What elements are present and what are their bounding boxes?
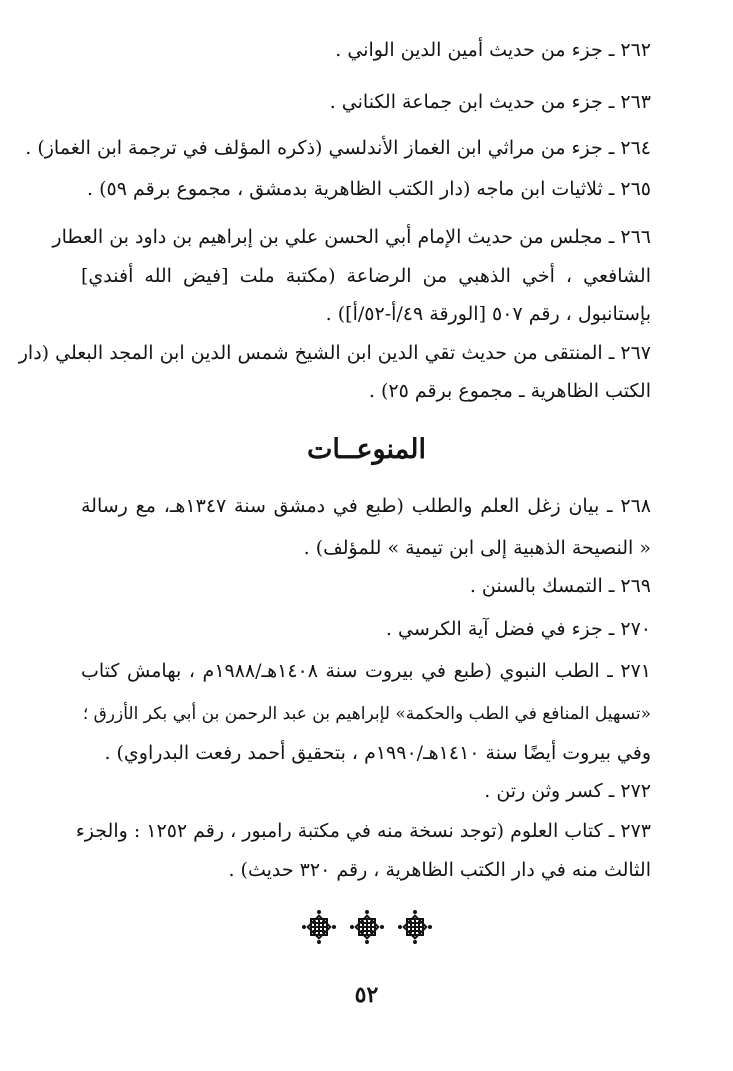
list-item-continuation: الثالث منه في دار الكتب الظاهرية ، رقم ٣٢٠ حديث) . <box>228 859 651 881</box>
list-item: ٢٧٠ ـ جزء في فضل آية الكرسي . <box>385 618 651 640</box>
list-item: ٢٦٩ ـ التمسك بالسنن . <box>469 575 651 597</box>
list-item-continuation: «تسهيل المنافع في الطب والحكمة» لإبراهيم بن عبد الرحمن بن أبي بكر الأزرق ؛ <box>82 704 651 724</box>
list-item-continuation: وفي بيروت أيضًا سنة ١٤١٠هـ/١٩٩٠م ، بتحقيق أحمد رفعت البدراوي) . <box>104 742 651 764</box>
list-item: ٢٦٦ ـ مجلس من حديث الإمام أبي الحسن علي بن إبراهيم بن داود بن العطار <box>52 226 651 248</box>
list-item: ٢٦٧ ـ المنتقى من حديث تقي الدين ابن الشيخ شمس الدين ابن المجد البعلي (دار <box>18 342 651 364</box>
section-heading: المنوعــات <box>306 434 426 465</box>
list-item-continuation: الكتب الظاهرية ـ مجموع برقم ٢٥) . <box>368 380 651 402</box>
list-item-continuation: بإستانبول ، رقم ٥٠٧ [الورقة ٤٩/أ-٥٢/أ]) . <box>325 303 651 325</box>
list-item-continuation: الشافعي ، أخي الذهبي من الرضاعة (مكتبة ملت [فيض الله أفندي] <box>81 265 651 287</box>
list-item: ٢٧٣ ـ كتاب العلوم (توجد نسخة منه في مكتبة رامبور ، رقم ١٢٥٢ : والجزء <box>75 820 651 842</box>
list-item: ٢٧١ ـ الطب النبوي (طبع في بيروت سنة ١٤٠٨هـ/١٩٨٨م ، بهامش كتاب <box>81 660 651 682</box>
list-item-continuation: « النصيحة الذهبية إلى ابن تيمية » للمؤلف) . <box>303 537 651 559</box>
ornament-row <box>0 910 733 944</box>
ornament-icon <box>302 910 336 944</box>
list-item: ٢٦٣ ـ جزء من حديث ابن جماعة الكناني . <box>329 91 651 113</box>
page-number: ٥٢ <box>354 982 379 1008</box>
list-item: ٢٦٥ ـ ثلاثيات ابن ماجه (دار الكتب الظاهرية بدمشق ، مجموع برقم ٥٩) . <box>87 178 651 200</box>
ornament-icon <box>398 910 432 944</box>
list-item: ٢٧٢ ـ كسر وثن رتن . <box>484 780 651 802</box>
list-item: ٢٦٤ ـ جزء من مراثي ابن الغماز الأندلسي (ذكره المؤلف في ترجمة ابن الغماز) . <box>25 137 651 159</box>
list-item: ٢٦٨ ـ بيان زغل العلم والطلب (طبع في دمشق سنة ١٣٤٧هـ، مع رسالة <box>81 495 651 517</box>
list-item: ٢٦٢ ـ جزء من حديث أمين الدين الواني . <box>335 39 651 61</box>
ornament-icon <box>350 910 384 944</box>
